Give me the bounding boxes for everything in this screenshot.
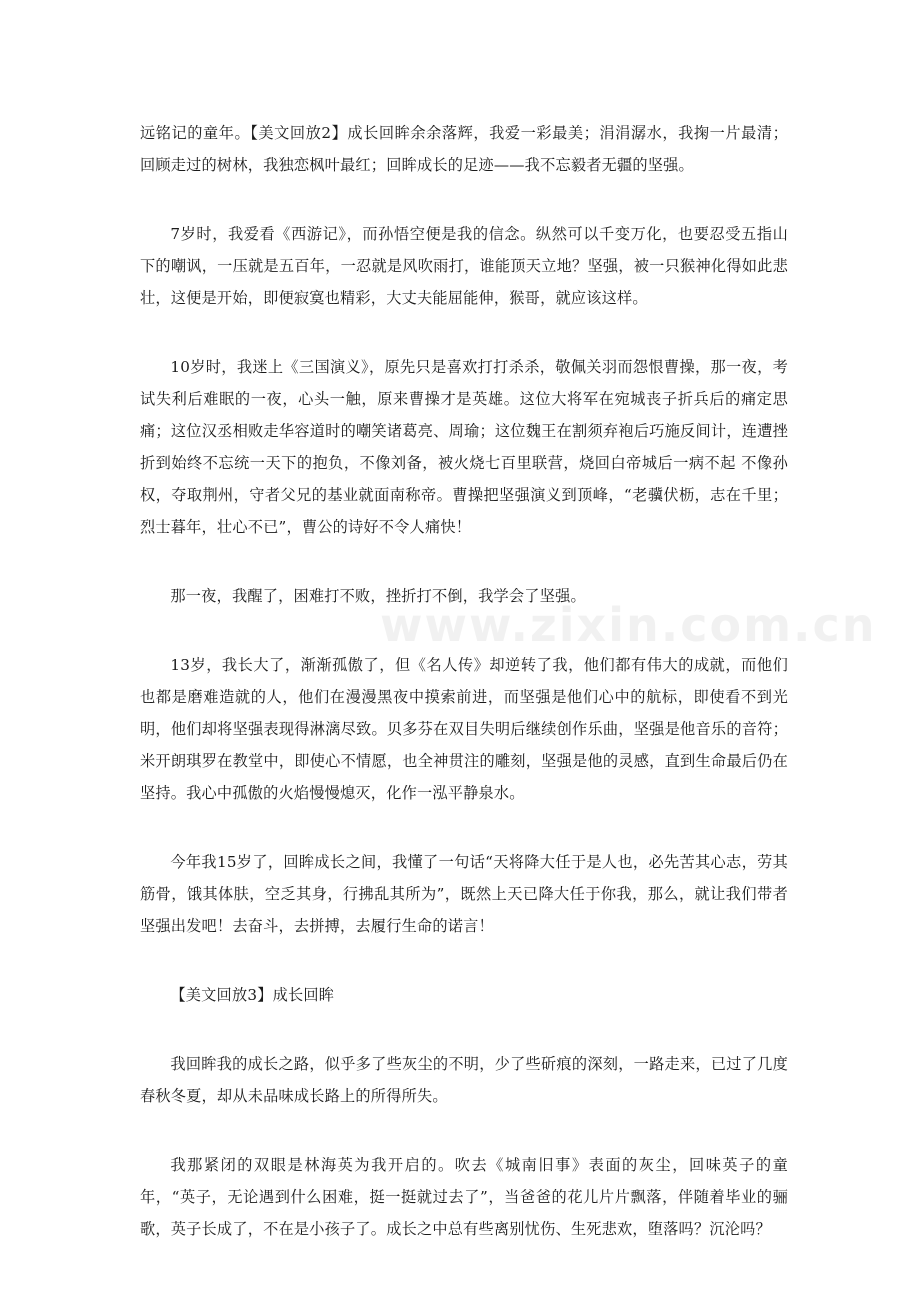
paragraph-6: 今年我15岁了，回眸成长之间，我懂了一句话“天将降大任于是人也，必先苦其心志，劳其筋骨，饿其体肤，空乏其身，行拂乱其所为”，既然上天已降大任于你我，那么，就让我们带者坚强出发吧！去奋斗，去拼搏，去履行生命的诺言！ [140,853,788,935]
paragraph-2: 7岁时，我爱看《西游记》，而孙悟空便是我的信念。纵然可以千变万化，也要忍受五指山下的嘲讽，一压就是五百年，一忍就是风吹雨打，谁能顶天立地？坚强，被一只猴神化得如此悲壮，这便是开始，即便寂寞也精彩，大丈夫能屈能伸，猴哥，就应该这样。 [140,225,788,307]
document-body [140,117,788,1282]
paragraph-1: 远铭记的童年。【美文回放2】成长回眸余余落辉，我爱一彩最美；涓涓潺水，我掬一片最清；回顾走过的树林，我独恋枫叶最红；回眸成长的足迹——我不忘毅者无疆的坚强。 [140,124,788,174]
section-heading: 【美文回放3】成长回眸 [170,986,335,1004]
paragraph-3: 10岁时，我迷上《三国演义》，原先只是喜欢打打杀杀，敬佩关羽而怨恨曹操，那一夜，考试失利后难眠的一夜，心头一触，原来曹操才是英雄。这位大将军在宛城丧子折兵后的痛定思痛；这位汉丞相败走华容道时的嘲笑诸葛亮、周瑜；这位魏王在割须弃袍后巧施反间计，连遭挫折到始终不忘统一天下的抱负，不像刘备，被火烧七百里联营，烧回白帝城后一病不起 不像孙权，夺取荆州，守者父兄的基业就面南称帝。曹操把坚强演义到顶峰，“老骥伏枥，志在千里；烈士暮年，壮心不已”，曹公的诗好不令人痛快！ [140,358,788,536]
watermark: www.zixin.com.cn [380,598,877,652]
paragraph-5: 13岁，我长大了，渐渐孤傲了，但《名人传》却逆转了我，他们都有伟大的成就，而他们也都是磨难造就的人，他们在漫漫黑夜中摸索前进，而坚强是他们心中的航标，即使看不到光明，他们却将坚强表现得淋漓尽致。贝多芬在双目失明后继续创作乐曲，坚强是他音乐的音符；米开朗琪罗在教堂中，即使心不情愿，也全神贯注的雕刻，坚强是他的灵感，直到生命最后仍在坚持。我心中孤傲的火焰慢慢熄灭，化作一泓平静泉水。 [140,656,788,802]
paragraph-4: 那一夜，我醒了，困难打不败，挫折打不倒，我学会了坚强。 [170,587,586,605]
paragraph-7: 我回眸我的成长之路，似乎多了些灰尘的不明，少了些斫痕的深刻，一路走来，已过了几度春秋冬夏，却从未品味成长路上的所得所失。 [140,1055,788,1105]
paragraph-8: 我那紧闭的双眼是林海英为我开启的。吹去《城南旧事》表面的灰尘，回味英子的童年，“英子，无论遇到什么困难，挺一挺就过去了”，当爸爸的花儿片片飘落，伴随着毕业的骊歌，英子长成了，不在是小孩子了。成长之中总有些离别忧伤、生死悲欢，堕落吗？沉沦吗？ [140,1156,788,1238]
